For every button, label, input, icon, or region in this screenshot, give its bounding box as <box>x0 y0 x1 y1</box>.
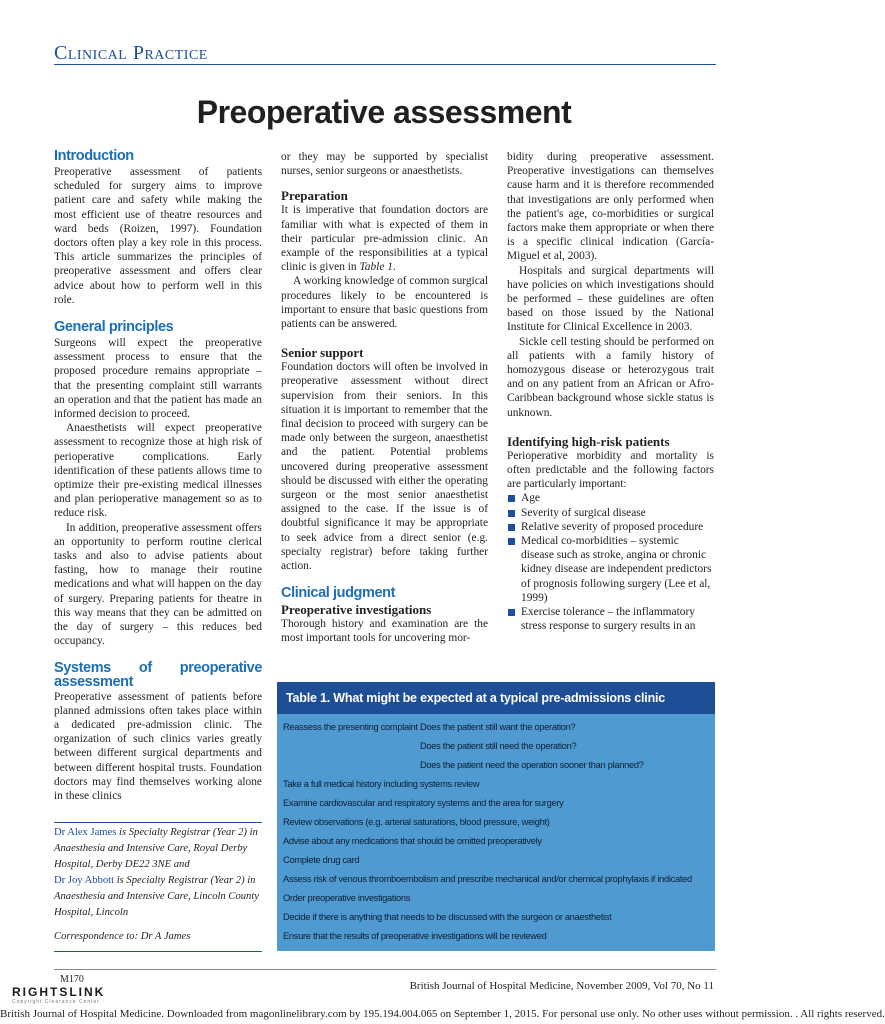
table-cell: Does the patient still want the operation? <box>420 722 576 732</box>
rightslink-logo[interactable] <box>12 985 105 1005</box>
rightslink-logo-text: RIGHTSLINK <box>12 985 106 999</box>
morbidity-paragraph: bidity during preoperative assessment. Preoperative investigations can themselves cause harm and it is therefore recommended that investigations are only performed when the patient's age, co-morbidities or surgical factors make them appropriate or when there is a specific clinical indication (García-Miguel et al, 2003). <box>507 151 714 263</box>
table-row <box>279 871 713 888</box>
correspondence: Correspondence to: Dr A James <box>54 931 191 942</box>
table-1-title: Table 1. What might be expected at a typical pre-admissions clinic <box>277 682 715 714</box>
download-notice: British Journal of Hospital Medicine. Downloaded from magonlinelibrary.com by 195.194.004.065 on September 1, 2015. For personal use only. No other uses without permission. . All rights reserved. <box>0 1008 885 1020</box>
senior-support-heading: Senior support <box>281 345 364 361</box>
general-principles-paragraph-2: Anaesthetists will expect preoperative assessment to recognize those at high risk of perioperative complications. Early identification of these patients allows time to optimize their pre-existing medical illnesses and plan perioperative management so as to reduce risk. <box>54 422 262 520</box>
table-row <box>279 928 713 945</box>
author-1-name: Dr Alex James <box>54 827 117 838</box>
systems-heading: Systems of preoperative assessment <box>54 659 262 690</box>
table-row <box>279 852 713 869</box>
author-1-role: is Specialty Registrar (Year 2) in Anaesthesia and Intensive Care, Royal Derby Hospital, Derby DE22 3NE and <box>54 827 258 870</box>
table-cell <box>279 757 417 774</box>
table-row <box>279 738 713 755</box>
clinical-judgment-heading: Clinical judgment <box>281 585 396 602</box>
author-box <box>54 822 262 952</box>
introduction-paragraph: Preoperative assessment of patients scheduled for surgery aims to improve patient care and safety while making the most efficient use of theatre resources and ward beds (Roizen, 1997). Foundation doctors often play a key role in this process. This article summarizes the principles of preoperative assessment and offers clear advice about how to perform well in this role. <box>54 166 262 306</box>
preparation-paragraph-1: It is imperative that foundation doctors are familiar with what is expected of them in their particular pre-admission clinic. An example of the responsibilities at a typical clinic is given in Table 1. <box>281 204 488 274</box>
table-cell <box>279 738 417 755</box>
preoperative-investigations-heading: Preoperative investigations <box>281 602 432 618</box>
high-risk-heading: Identifying high-risk patients <box>507 433 670 449</box>
table-cell: Assess risk of venous thromboembolism and prescribe mechanical and/or chemical prophylaxis if indicated <box>283 874 692 884</box>
sickle-cell-paragraph: Sickle cell testing should be performed on all patients with a family history of homozygous disease or heterozygous trait and on any patient from an African or Afro-Caribbean background whose sickle status is unknown. <box>507 335 714 419</box>
table-cell: Decide if there is anything that needs to be discussed with the surgeon or anaesthetist <box>283 912 612 922</box>
investigations-paragraph: Thorough history and examination are the most important tools for uncovering mor- <box>281 618 488 645</box>
table-row <box>279 833 713 850</box>
preparation-heading: Preparation <box>281 188 348 204</box>
footer-rule <box>54 969 716 970</box>
general-principles-paragraph-3: In addition, preoperative assessment offers an opportunity to perform routine clerical tasks and also to advise patients about fasting, how to manage their routine medications and what will happen on the day of surgery. Preparing patients for theatre in this way means that they can be admitted on the day of surgery – this reduces bed occupancy. <box>54 521 262 648</box>
table-cell: Reassess the presenting complaint <box>283 722 418 732</box>
continuation-paragraph: or they may be supported by specialist nurses, senior surgeons or anaesthetists. <box>281 151 488 178</box>
table-cell: Complete drug card <box>283 855 360 865</box>
table-cell: Take a full medical history including systems review <box>283 779 480 789</box>
journal-citation: British Journal of Hospital Medicine, November 2009, Vol 70, No 11 <box>409 980 714 992</box>
list-item: Severity of surgical disease <box>507 506 714 520</box>
table-cell: Review observations (e.g. arterial saturations, blood pressure, weight) <box>283 817 550 827</box>
table-row <box>279 890 713 907</box>
list-item: Medical co-morbidities – systemic disease such as stroke, angina or chronic kidney disease are independent predictors of prognosis following surgery (Lee et al, 1999) <box>507 534 714 605</box>
column-1 <box>54 148 262 803</box>
table-row <box>279 719 713 736</box>
column-3 <box>507 150 714 634</box>
risk-factor-list <box>507 491 714 633</box>
table-1-reference[interactable]: Table 1 <box>359 261 393 274</box>
list-item: Exercise tolerance – the inflammatory stress response to surgery results in an <box>507 605 714 633</box>
table-row <box>279 776 713 793</box>
table-row <box>279 757 713 774</box>
author-2-name: Dr Joy Abbott <box>54 875 115 886</box>
high-risk-paragraph: Perioperative morbidity and mortality is often predictable and the following factors are particularly important: <box>507 449 714 491</box>
general-principles-paragraph-1: Surgeons will expect the preoperative assessment process to ensure that the proposed procedure remains appropriate – that the presenting complaint still warrants an operation and that the patient has made an informed decision to proceed. <box>54 337 262 421</box>
rightslink-logo-subtext: Copyright Clearance Center <box>12 999 100 1005</box>
table-row <box>279 909 713 926</box>
table-cell: Ensure that the results of preoperative investigations will be reviewed <box>283 931 547 941</box>
introduction-heading: Introduction <box>54 148 134 164</box>
table-1-body <box>277 714 715 951</box>
systems-paragraph: Preoperative assessment of patients before planned admissions often takes place within a dedicated pre-admission clinic. The organization of such clinics varies greatly between different surgical departments and between different hospital trusts. Foundation doctors may find themselves working alone in these clinics <box>54 690 262 802</box>
page-number: M170 <box>60 974 84 985</box>
column-2 <box>281 150 488 646</box>
policies-paragraph: Hospitals and surgical departments will have policies on which investigations should be performed – these guidelines are often based on those issued by the National Institute for Clinical Excellence in 2003. <box>507 264 714 334</box>
preparation-paragraph-2: A working knowledge of common surgical procedures likely to be encountered is important to ensure that basic questions from patients can be answered. <box>281 275 488 331</box>
table-cell: Examine cardiovascular and respiratory systems and the area for surgery <box>283 798 564 808</box>
list-item: Age <box>507 491 714 505</box>
senior-support-paragraph: Foundation doctors will often be involved in preoperative assessment without direct supervision from their seniors. In this situation it is important to remember that the final decision to proceed with surgery can be made only between the surgeon, anaesthetist and the patient. Potential problems uncovered during preoperative assessment should be discussed with either the operating surgeon or the most senior anaesthetist assigned to the case. If the issue is of doubtful significance it may be appropriate to seek advice from a direct senior (e.g. specialty registrar) before taking further action. <box>281 361 488 573</box>
table-cell: Order preoperative investigations <box>283 893 411 903</box>
table-row <box>279 814 713 831</box>
list-item: Relative severity of proposed procedure <box>507 520 714 534</box>
section-rule <box>54 64 716 65</box>
table-cell: Does the patient still need the operation? <box>420 741 577 751</box>
table-cell: Does the patient need the operation sooner than planned? <box>420 760 644 770</box>
page-title: Preoperative assessment <box>196 94 572 130</box>
author-2-role: is Specialty Registrar (Year 2) in Anaesthesia and Intensive Care, Lincoln County Hospital, Lincoln <box>54 875 259 918</box>
table-1 <box>277 682 715 951</box>
section-label: Clinical Practice <box>54 42 208 64</box>
table-cell: Advise about any medications that should be omitted preoperatively <box>283 836 542 846</box>
table-row <box>279 795 713 812</box>
general-principles-heading: General principles <box>54 319 174 336</box>
